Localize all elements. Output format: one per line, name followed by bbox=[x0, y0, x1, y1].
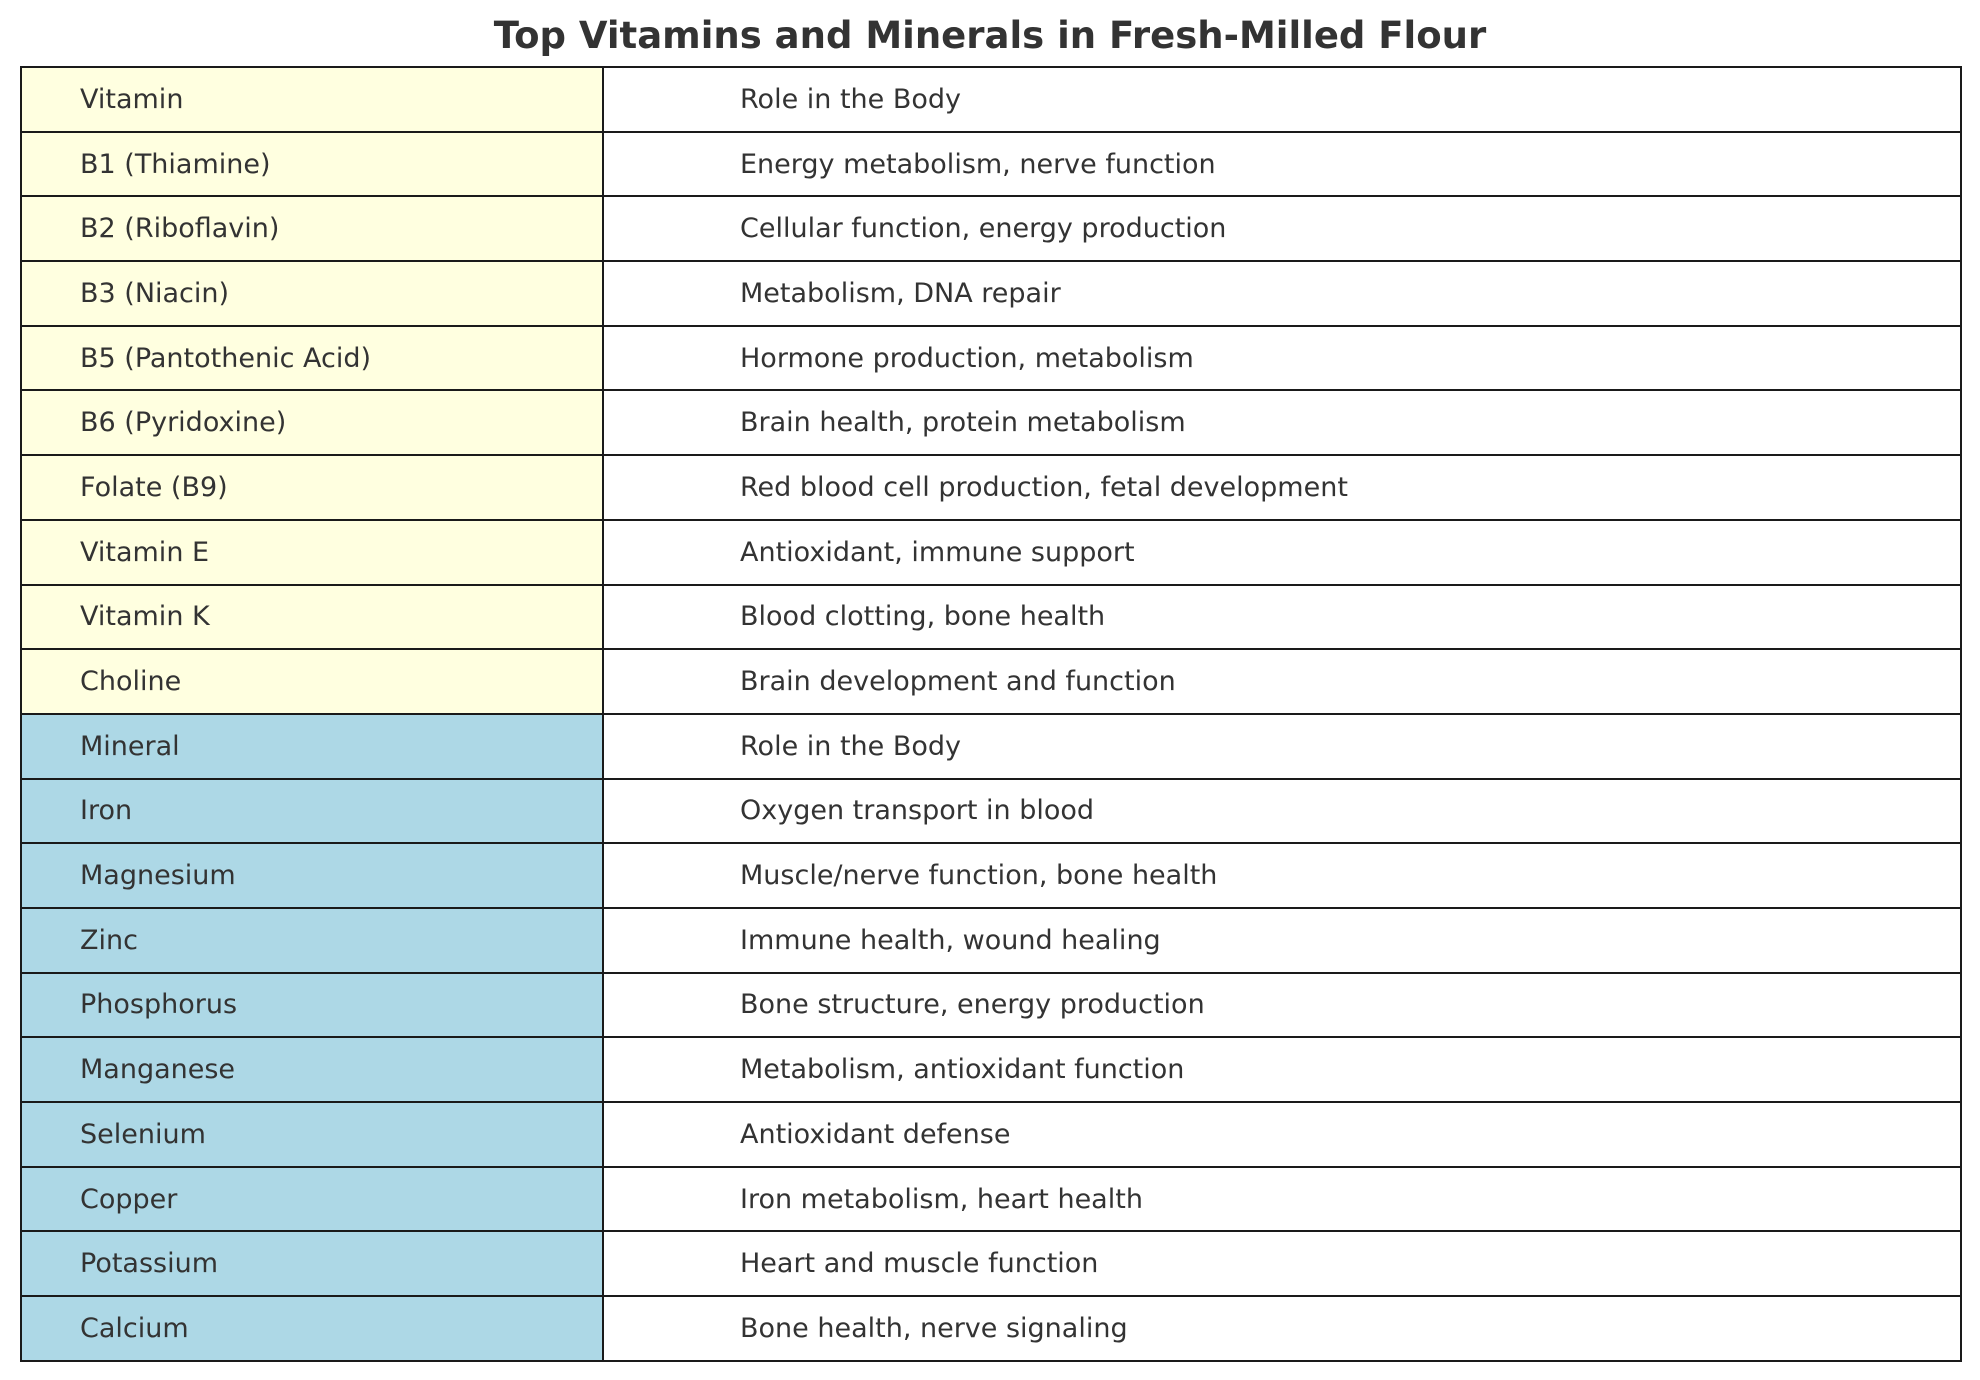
mineral-name-cell: Zinc bbox=[21, 908, 603, 973]
nutrient-table bbox=[20, 66, 1962, 1362]
mineral-name-cell: Potassium bbox=[21, 1231, 603, 1296]
vitamin-name-cell: B3 (Niacin) bbox=[21, 261, 603, 326]
vitamin-row bbox=[21, 649, 1961, 714]
role-cell: Antioxidant, immune support bbox=[603, 520, 1961, 585]
vitamin-name-cell: B1 (Thiamine) bbox=[21, 132, 603, 197]
role-cell: Energy metabolism, nerve function bbox=[603, 132, 1961, 197]
role-cell: Metabolism, antioxidant function bbox=[603, 1037, 1961, 1102]
mineral-row bbox=[21, 1102, 1961, 1167]
mineral-row bbox=[21, 1167, 1961, 1232]
role-cell: Bone health, nerve signaling bbox=[603, 1296, 1961, 1361]
mineral-row bbox=[21, 973, 1961, 1038]
mineral-name-cell: Manganese bbox=[21, 1037, 603, 1102]
mineral-row bbox=[21, 908, 1961, 973]
role-cell: Antioxidant defense bbox=[603, 1102, 1961, 1167]
mineral-row bbox=[21, 843, 1961, 908]
role-cell: Cellular function, energy production bbox=[603, 196, 1961, 261]
vitamin-row bbox=[21, 132, 1961, 197]
role-cell: Bone structure, energy production bbox=[603, 973, 1961, 1038]
vitamin-row bbox=[21, 261, 1961, 326]
role-cell: Red blood cell production, fetal development bbox=[603, 455, 1961, 520]
mineral-row bbox=[21, 779, 1961, 844]
mineral-row bbox=[21, 1231, 1961, 1296]
role-column-header: Role in the Body bbox=[603, 67, 1961, 132]
mineral-name-cell: Selenium bbox=[21, 1102, 603, 1167]
vitamin-row bbox=[21, 390, 1961, 455]
mineral-name-cell: Calcium bbox=[21, 1296, 603, 1361]
mineral-name-cell: Iron bbox=[21, 779, 603, 844]
role-cell: Heart and muscle function bbox=[603, 1231, 1961, 1296]
vitamin-name-cell: B5 (Pantothenic Acid) bbox=[21, 326, 603, 391]
mineral-row bbox=[21, 1037, 1961, 1102]
role-cell: Brain development and function bbox=[603, 649, 1961, 714]
vitamin-name-cell: Vitamin E bbox=[21, 520, 603, 585]
page-title: Top Vitamins and Minerals in Fresh-Milled Flour bbox=[493, 14, 1487, 57]
role-cell: Muscle/nerve function, bone health bbox=[603, 843, 1961, 908]
mineral-name-cell: Magnesium bbox=[21, 843, 603, 908]
vitamin-row bbox=[21, 196, 1961, 261]
role-cell: Brain health, protein metabolism bbox=[603, 390, 1961, 455]
mineral-header-row bbox=[21, 714, 1961, 779]
vitamin-row bbox=[21, 326, 1961, 391]
role-cell: Oxygen transport in blood bbox=[603, 779, 1961, 844]
vitamin-name-cell: Folate (B9) bbox=[21, 455, 603, 520]
vitamin-column-header: Vitamin bbox=[21, 67, 603, 132]
nutrient-table-body bbox=[21, 67, 1961, 1361]
role-column-header: Role in the Body bbox=[603, 714, 1961, 779]
vitamin-name-cell: B2 (Riboflavin) bbox=[21, 196, 603, 261]
vitamin-header-row bbox=[21, 67, 1961, 132]
role-cell: Metabolism, DNA repair bbox=[603, 261, 1961, 326]
mineral-name-cell: Phosphorus bbox=[21, 973, 603, 1038]
role-cell: Immune health, wound healing bbox=[603, 908, 1961, 973]
role-cell: Hormone production, metabolism bbox=[603, 326, 1961, 391]
vitamin-row bbox=[21, 520, 1961, 585]
vitamin-name-cell: Vitamin K bbox=[21, 585, 603, 650]
role-cell: Blood clotting, bone health bbox=[603, 585, 1961, 650]
vitamin-name-cell: Choline bbox=[21, 649, 603, 714]
vitamin-row bbox=[21, 455, 1961, 520]
mineral-name-cell: Copper bbox=[21, 1167, 603, 1232]
mineral-row bbox=[21, 1296, 1961, 1361]
role-cell: Iron metabolism, heart health bbox=[603, 1167, 1961, 1232]
vitamin-name-cell: B6 (Pyridoxine) bbox=[21, 390, 603, 455]
mineral-column-header: Mineral bbox=[21, 714, 603, 779]
vitamin-row bbox=[21, 585, 1961, 650]
